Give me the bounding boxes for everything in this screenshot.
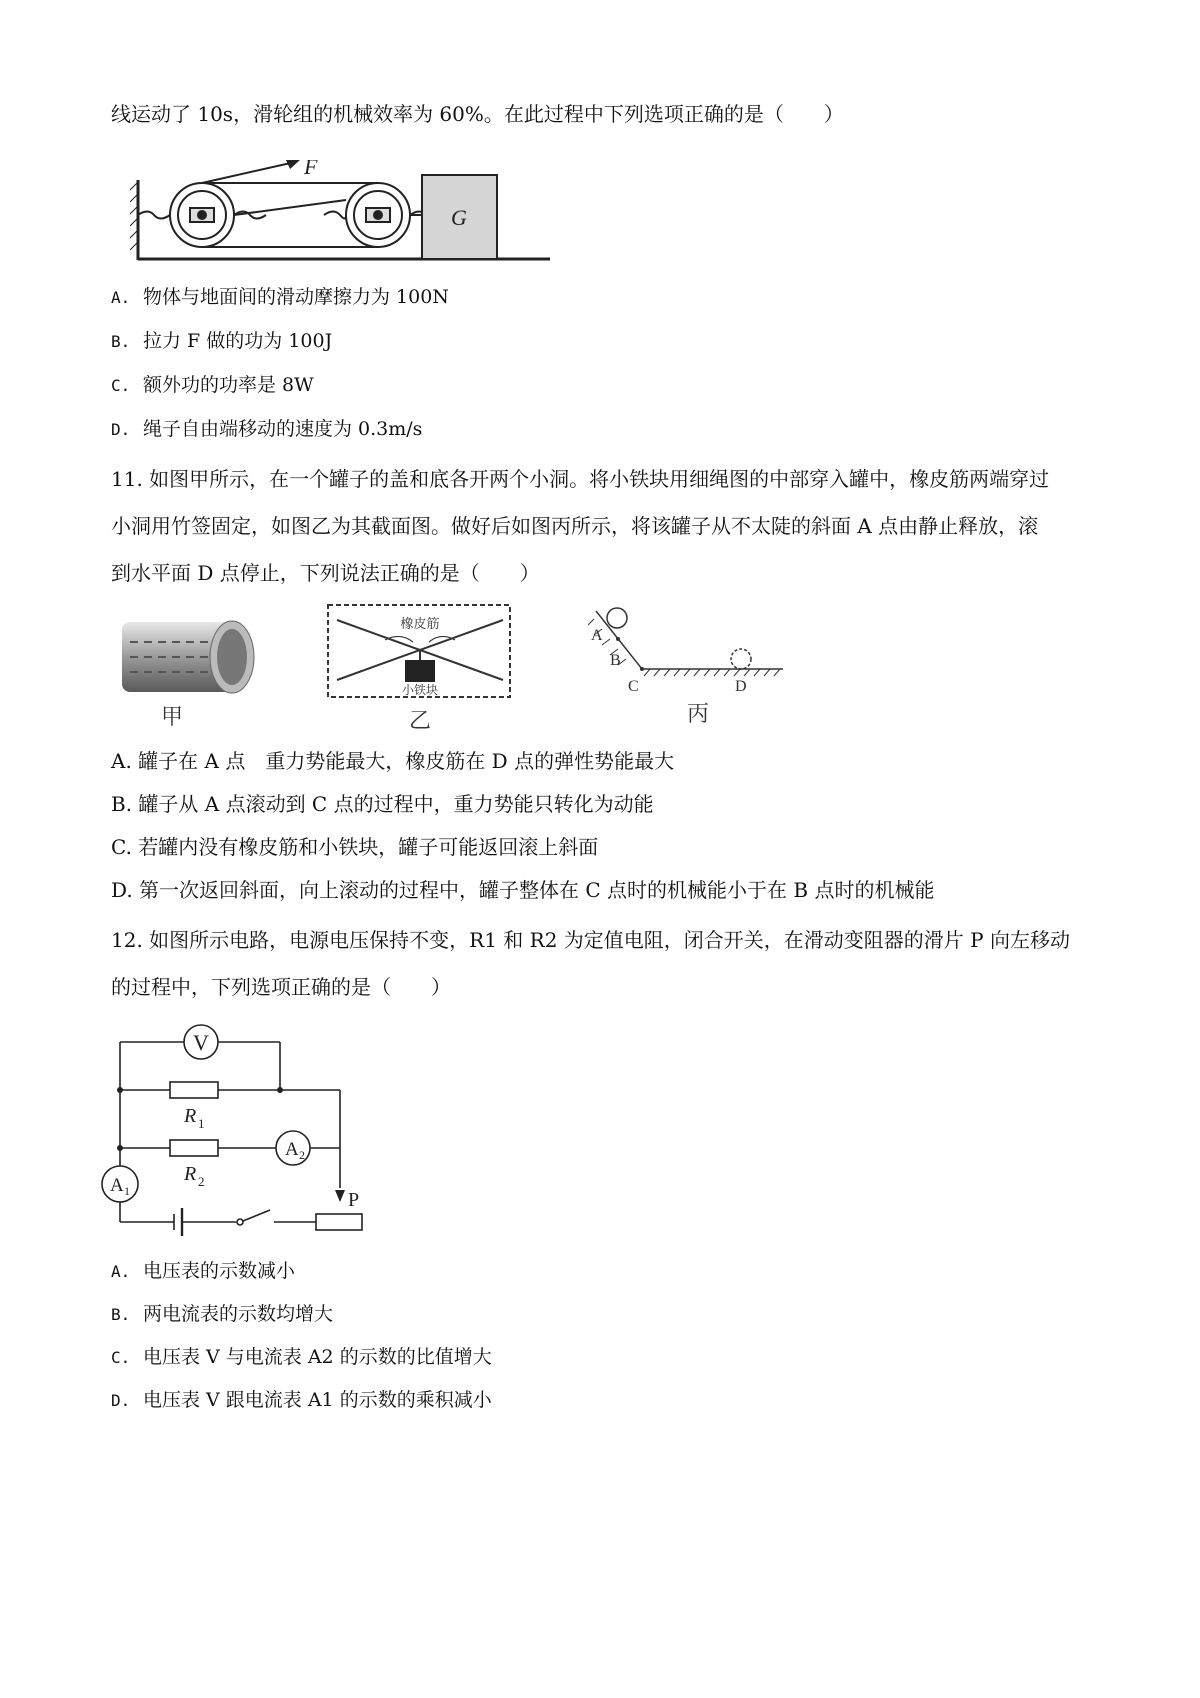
- q12-option-d: D. 电压表 V 跟电流表 A1 的示数的乘积减小: [111, 1389, 492, 1411]
- q10-option-c: C. 额外功的功率是 8W: [111, 374, 314, 396]
- point-d-label: D: [735, 678, 747, 695]
- ammeter-a1-sub: 1: [124, 1184, 130, 1198]
- ammeter-a1-label: A: [110, 1175, 124, 1196]
- point-b-label: B: [610, 652, 621, 669]
- slope-figure: [588, 603, 788, 733]
- cross-section-figure: [325, 600, 515, 735]
- q11-stem-line-3: 到水平面 D 点停止，下列说法正确的是（ ）: [111, 561, 540, 585]
- q11-option-b: B. 罐子从 A 点滚动到 C 点的过程中，重力势能只转化为动能: [111, 792, 654, 816]
- fig-yi-label: 乙: [408, 708, 432, 733]
- iron-block-label: 小铁块: [401, 683, 439, 697]
- r2-sub-label: 2: [198, 1174, 205, 1189]
- q10-option-d: D. 绳子自由端移动的速度为 0.3m/s: [111, 418, 423, 440]
- q12-option-a: A. 电压表的示数减小: [111, 1260, 296, 1282]
- q11-option-d: D. 第一次返回斜面，向上滚动的过程中，罐子整体在 C 点时的机械能小于在 B 点时的机械能: [111, 878, 935, 902]
- q12-stem-line-1: 12. 如图所示电路，电源电压保持不变，R1 和 R2 为定值电阻，闭合开关，在滑动变阻器的滑片 P 向左移动: [111, 928, 1070, 952]
- r2-label: R: [184, 1163, 197, 1185]
- r1-label: R: [184, 1105, 197, 1127]
- q11-option-a: A. 罐子在 A 点 重力势能最大，橡皮筋在 D 点的弹性势能最大: [111, 749, 675, 773]
- q12-option-c: C. 电压表 V 与电流表 A2 的示数的比值增大: [111, 1346, 492, 1368]
- q10-stem-tail: 线运动了 10s，滑轮组的机械效率为 60%。在此过程中下列选项正确的是（ ）: [111, 102, 844, 126]
- q10-option-a: A. 物体与地面间的滑动摩擦力为 100N: [111, 286, 449, 308]
- ammeter-a2-sub: 2: [299, 1148, 305, 1162]
- q12-option-b: B. 两电流表的示数均增大: [111, 1303, 334, 1325]
- force-label: F: [304, 160, 318, 179]
- point-a-label: A: [591, 627, 603, 644]
- voltmeter-label: V: [193, 1030, 209, 1055]
- can-photo-figure: [112, 612, 272, 732]
- r1-sub-label: 1: [198, 1116, 205, 1131]
- q11-stem-line-1: 11. 如图甲所示，在一个罐子的盖和底各开两个小洞。将小铁块用细绳图的中部穿入罐中，橡皮筋两端穿过: [111, 467, 1050, 491]
- fig-jia-label: 甲: [160, 704, 184, 729]
- q11-stem-line-2: 小洞用竹签固定，如图乙为其截面图。做好后如图丙所示，将该罐子从不太陡的斜面 A 点由静止释放，滚: [111, 514, 1039, 538]
- fig-bing-label: 丙: [686, 701, 710, 726]
- block-label: G: [451, 205, 467, 230]
- pulley-figure: [130, 160, 550, 275]
- rubber-band-label: 橡皮筋: [400, 616, 440, 631]
- circuit-figure: [96, 1018, 376, 1240]
- point-c-label: C: [628, 678, 639, 695]
- q12-stem-line-2: 的过程中，下列选项正确的是（ ）: [111, 975, 451, 999]
- ammeter-a2-label: A: [285, 1139, 299, 1160]
- slider-p-label: P: [348, 1189, 360, 1211]
- q10-option-b: B. 拉力 F 做的功为 100J: [111, 330, 333, 352]
- q11-option-c: C. 若罐内没有橡皮筋和小铁块，罐子可能返回滚上斜面: [111, 835, 599, 859]
